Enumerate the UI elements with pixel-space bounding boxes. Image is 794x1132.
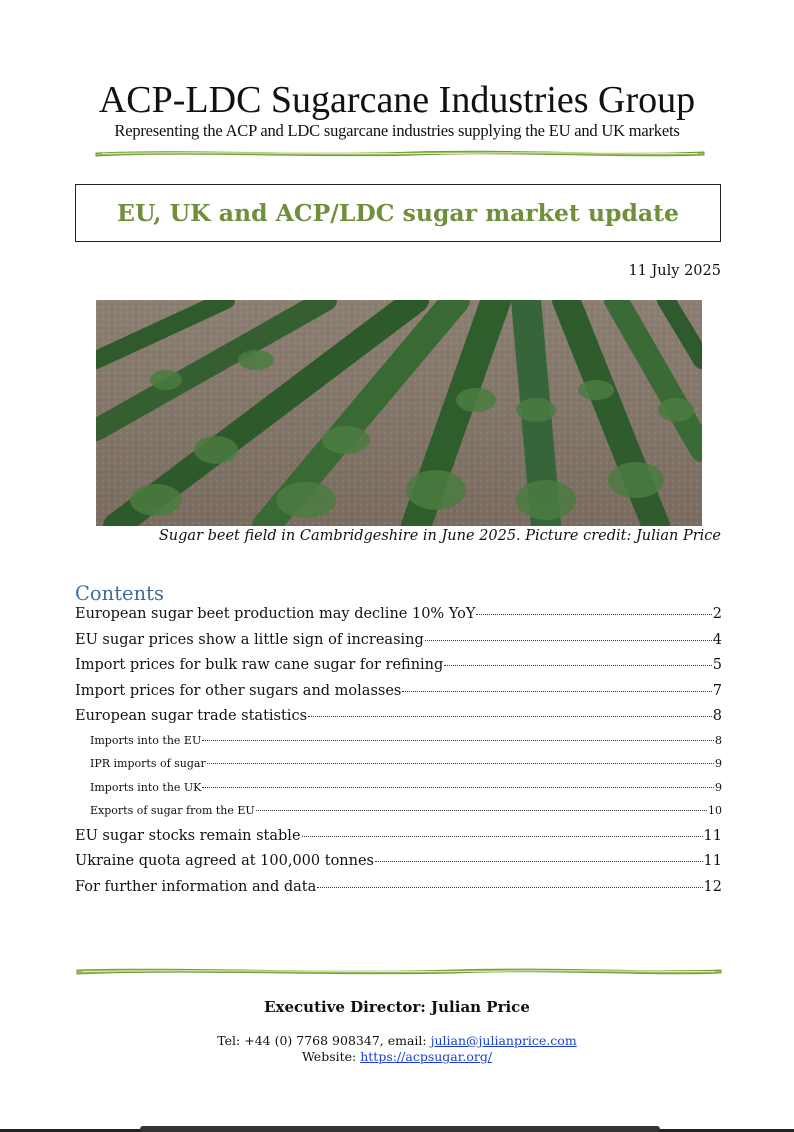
page-bottom-edge <box>0 1126 794 1132</box>
toc-entry-page: 4 <box>712 631 722 648</box>
toc-subentry[interactable] <box>75 804 722 828</box>
contact-line <box>0 1033 794 1049</box>
toc-subentry[interactable] <box>75 757 722 781</box>
sugar-beet-field-photo <box>96 300 702 526</box>
toc-entry-page: 9 <box>715 780 722 794</box>
toc-entry-page: 12 <box>703 878 722 895</box>
toc-leader <box>202 740 714 741</box>
toc-leader <box>308 716 712 717</box>
toc-entry-label: For further information and data <box>75 878 317 895</box>
toc-leader <box>476 614 711 615</box>
toc-subentry[interactable] <box>75 734 722 758</box>
toc-leader <box>256 810 707 811</box>
toc-leader <box>202 787 714 788</box>
header-divider <box>94 147 706 159</box>
org-name: ACP-LDC Sugarcane Industries Group <box>98 79 696 121</box>
toc-entry-label: EU sugar prices show a little sign of increasing <box>75 631 424 648</box>
toc-entry-label: Import prices for bulk raw cane sugar for refining <box>75 657 444 673</box>
toc-entry-label: Ukraine quota agreed at 100,000 tonnes <box>75 853 374 869</box>
toc-entry[interactable] <box>75 632 722 658</box>
photo-caption: Sugar beet field in Cambridgeshire in June 2025. Picture credit: Julian Price <box>158 528 721 544</box>
toc-entry[interactable] <box>75 708 722 734</box>
toc-entry[interactable] <box>75 606 722 632</box>
report-date: 11 July 2025 <box>628 263 721 279</box>
toc-entry-page: 8 <box>715 733 722 747</box>
email-link[interactable]: julian@julianprice.com <box>430 1033 577 1048</box>
report-title-box <box>75 184 721 242</box>
toc-entry-label: EU sugar stocks remain stable <box>75 827 301 844</box>
toc-entry-label: European sugar trade statistics <box>75 708 308 724</box>
website-line <box>0 1049 794 1065</box>
footer-divider <box>75 965 723 977</box>
toc-entry-label: Exports of sugar from the EU <box>90 804 255 817</box>
table-of-contents <box>75 606 722 904</box>
toc-entry-page: 5 <box>712 657 722 673</box>
toc-entry-label: Import prices for other sugars and molasses <box>75 682 402 699</box>
executive-director: Executive Director: Julian Price <box>264 998 530 1016</box>
toc-subentry[interactable] <box>75 781 722 805</box>
toc-entry-page: 11 <box>703 827 722 844</box>
toc-entry-page: 7 <box>712 682 722 699</box>
toc-leader <box>444 665 711 666</box>
toc-entry-page: 10 <box>708 804 722 817</box>
contents-heading: Contents <box>75 582 164 605</box>
toc-leader <box>425 640 712 641</box>
contact-details <box>0 1033 794 1065</box>
toc-entry[interactable] <box>75 657 722 683</box>
toc-entry-label: IPR imports of sugar <box>90 757 206 770</box>
toc-entry-page: 11 <box>703 853 722 869</box>
toc-entry[interactable] <box>75 683 722 709</box>
toc-entry-page: 2 <box>712 606 722 622</box>
toc-leader <box>317 887 702 888</box>
toc-entry-label: Imports into the UK <box>90 780 202 794</box>
toc-entry-page: 8 <box>712 708 722 724</box>
toc-leader <box>302 836 703 837</box>
toc-entry-page: 9 <box>715 757 722 770</box>
toc-entry[interactable] <box>75 853 722 879</box>
toc-entry-label: European sugar beet production may decline 10% YoY <box>75 606 476 622</box>
tel-text: Tel: +44 (0) 7768 908347, email: <box>217 1033 431 1048</box>
toc-leader <box>207 763 714 764</box>
toc-entry[interactable] <box>75 828 722 854</box>
org-tagline: Representing the ACP and LDC sugarcane industries supplying the EU and UK markets <box>114 121 680 140</box>
toc-entry[interactable] <box>75 879 722 905</box>
toc-leader <box>375 861 703 862</box>
website-link[interactable]: https://acpsugar.org/ <box>360 1049 493 1064</box>
toc-entry-label: Imports into the EU <box>90 733 202 747</box>
website-label: Website: <box>301 1049 361 1064</box>
report-title: EU, UK and ACP/LDC sugar market update <box>117 199 679 227</box>
toc-leader <box>402 691 711 692</box>
